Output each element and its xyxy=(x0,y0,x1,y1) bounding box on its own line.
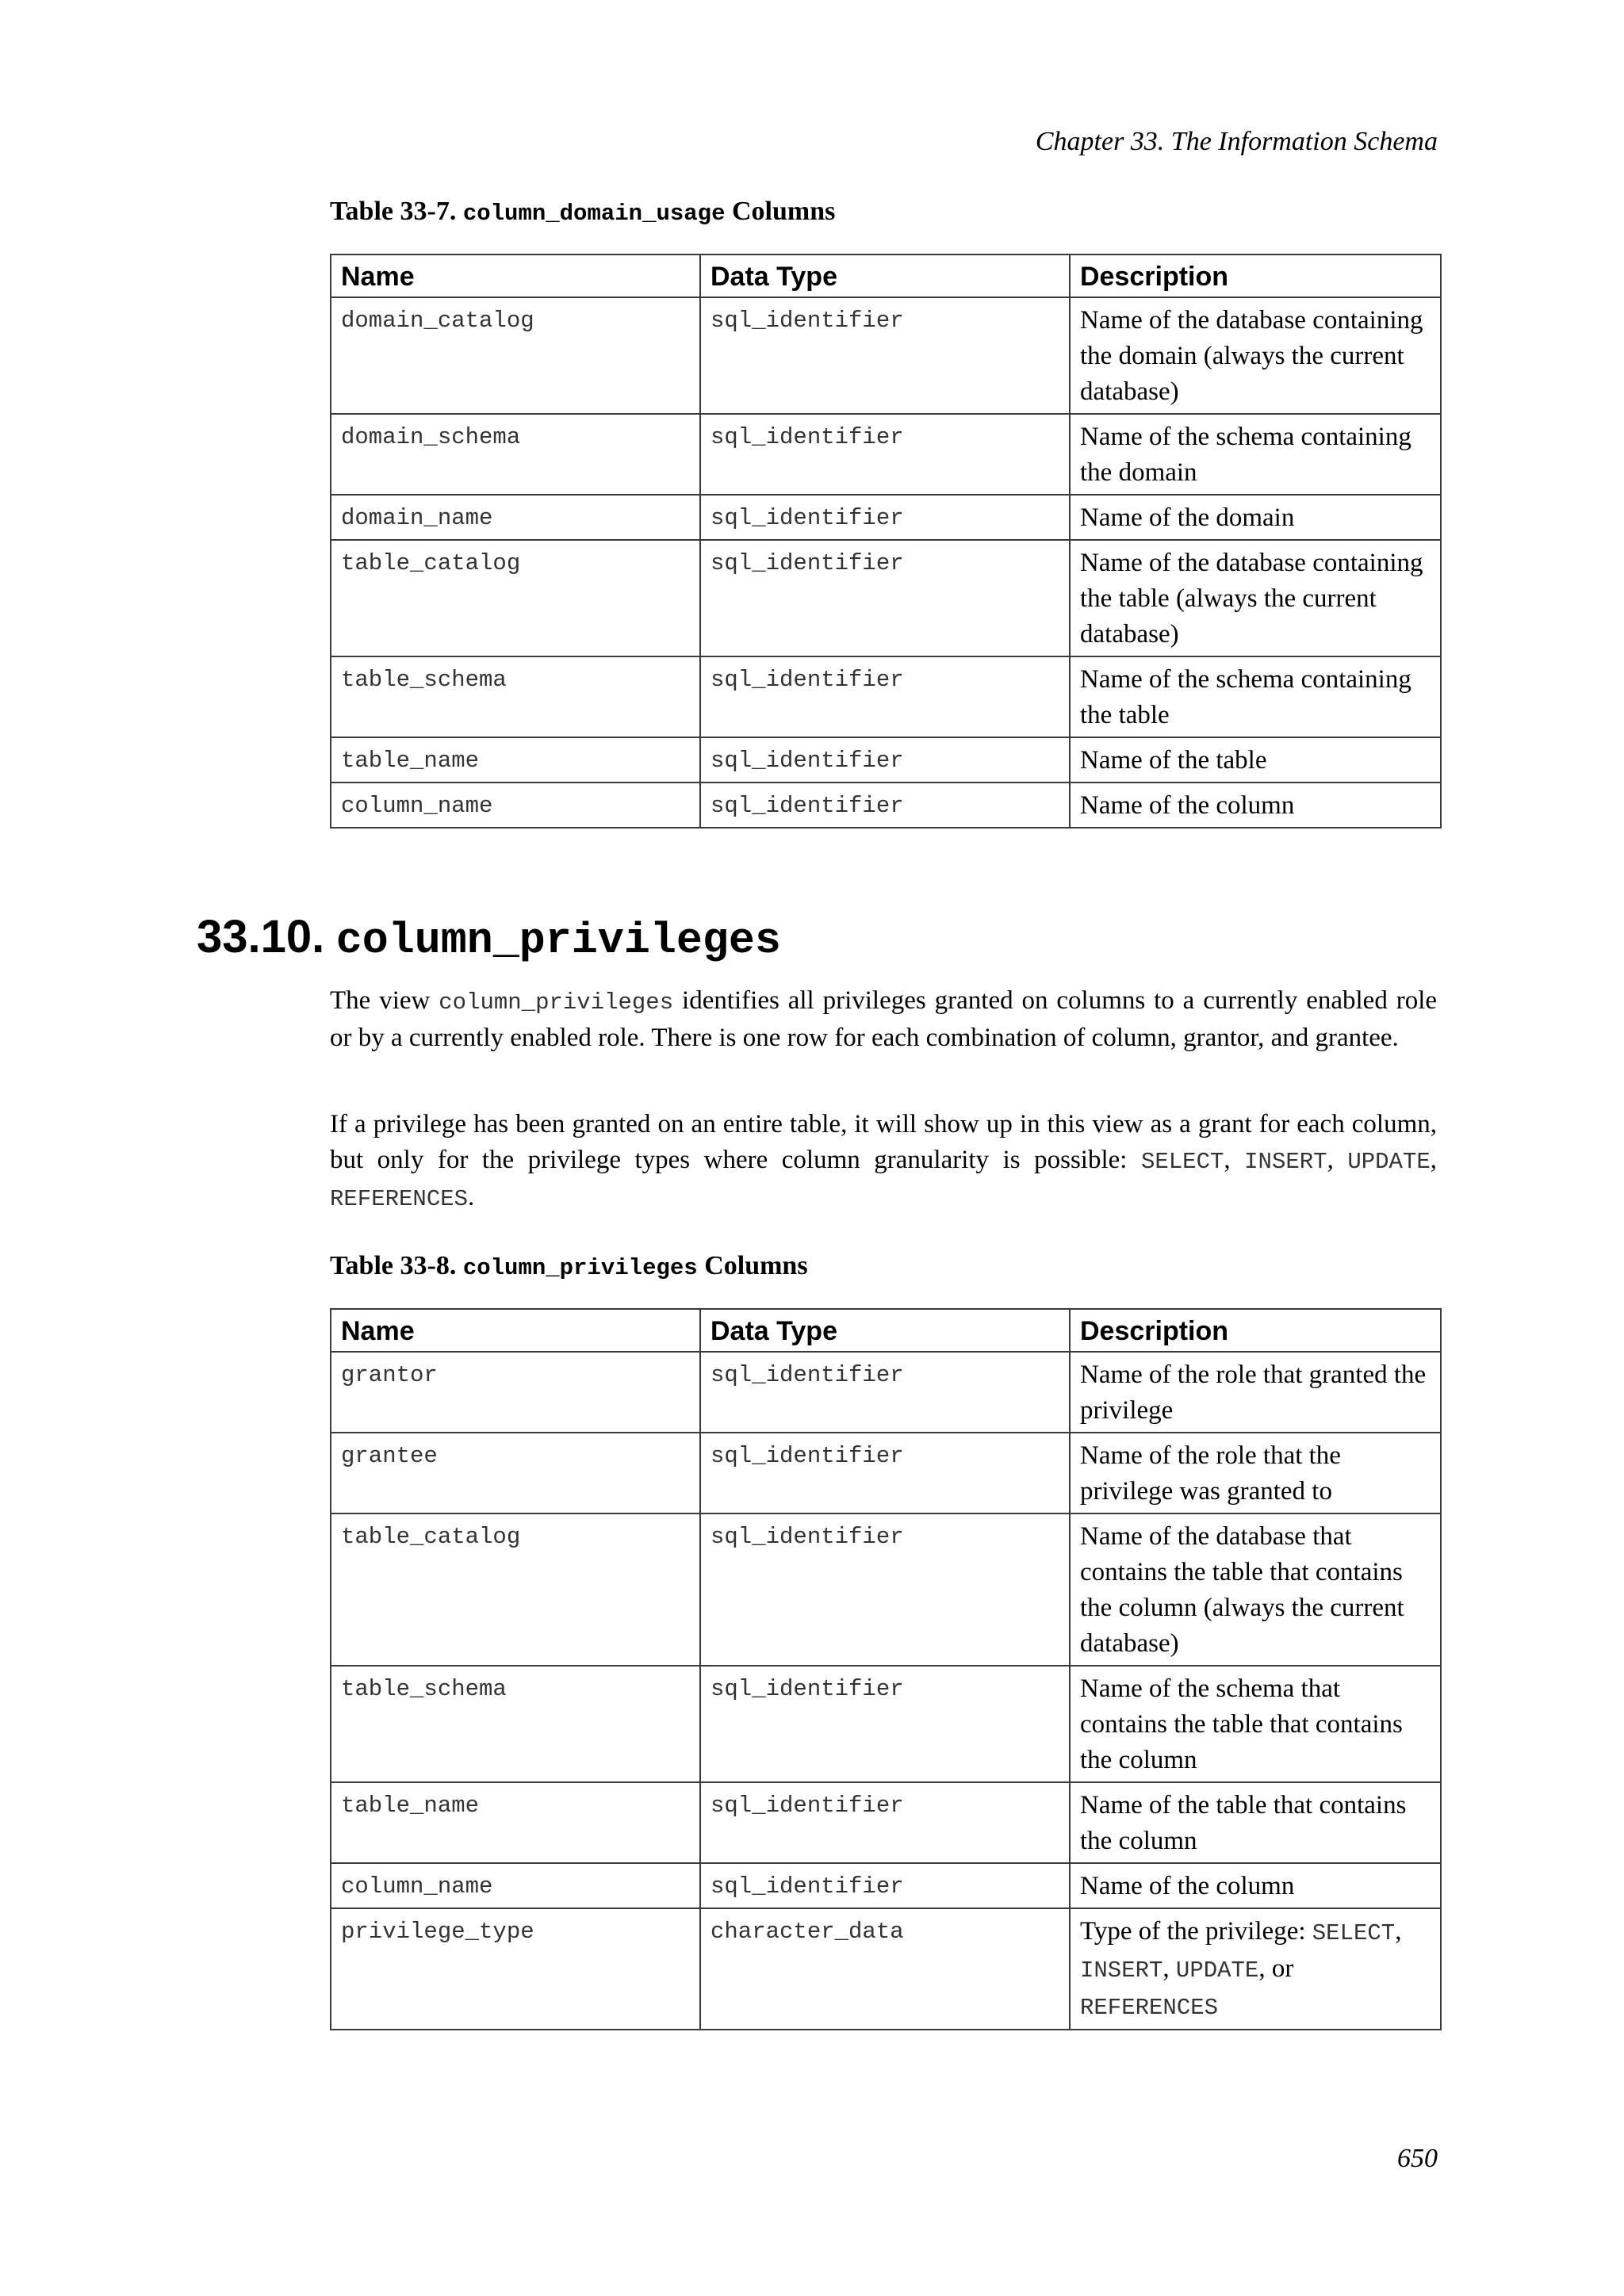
page-number: 650 xyxy=(1397,2144,1438,2173)
separator: , xyxy=(1395,1917,1402,1946)
inline-code: REFERENCES xyxy=(330,1186,469,1212)
column-header-data-type: Data Type xyxy=(700,1309,1070,1352)
table-row xyxy=(331,1782,1441,1863)
cell-description: Name of the role that granted the privilege xyxy=(1070,1352,1441,1433)
cell-name: column_name xyxy=(331,783,700,828)
cell-type: sql_identifier xyxy=(700,656,1070,737)
cell-description: Name of the schema that contains the table that contains the column xyxy=(1070,1666,1441,1782)
inline-code: INSERT xyxy=(1244,1149,1327,1175)
cell-name: table_name xyxy=(331,737,700,783)
running-header: Chapter 33. The Information Schema xyxy=(1035,127,1438,156)
column-privileges-table xyxy=(330,1308,1442,2030)
para-text: The view xyxy=(330,986,431,1015)
table-row xyxy=(331,540,1441,656)
table-row xyxy=(331,297,1441,414)
caption-suffix: Columns xyxy=(731,197,836,226)
table-row xyxy=(331,1908,1441,2030)
section-title: column_privileges xyxy=(335,916,781,966)
cell-name: domain_name xyxy=(331,495,700,540)
cell-name: table_catalog xyxy=(331,1513,700,1666)
inline-code: column_privileges xyxy=(439,989,674,1016)
table-row xyxy=(331,1666,1441,1782)
cell-name: grantor xyxy=(331,1352,700,1433)
table-row xyxy=(331,1433,1441,1513)
cell-type: sql_identifier xyxy=(700,1782,1070,1863)
cell-name: table_schema xyxy=(331,656,700,737)
cell-type: sql_identifier xyxy=(700,495,1070,540)
table-caption xyxy=(330,1251,808,1281)
cell-description: Name of the database containing the table (always the current database) xyxy=(1070,540,1441,656)
table-row xyxy=(331,1863,1441,1908)
cell-type: sql_identifier xyxy=(700,783,1070,828)
cell-type: sql_identifier xyxy=(700,1433,1070,1513)
cell-type: sql_identifier xyxy=(700,1513,1070,1666)
table-row xyxy=(331,1513,1441,1666)
cell-description: Name of the column xyxy=(1070,1863,1441,1908)
para-text: If a privilege has been granted on an entire table, it will show up in this view as a grant for each column, but only for the privilege types where column granularity is possible: xyxy=(330,1110,1437,1174)
section-number: 33.10. xyxy=(197,911,325,962)
separator: , xyxy=(1327,1146,1334,1174)
cell-description: Name of the table xyxy=(1070,737,1441,783)
table-header-row xyxy=(331,254,1441,297)
cell-description: Name of the role that the privilege was granted to xyxy=(1070,1433,1441,1513)
cell-type: sql_identifier xyxy=(700,1863,1070,1908)
separator: , xyxy=(1224,1146,1231,1174)
table-caption xyxy=(330,197,835,227)
column-header-name: Name xyxy=(331,254,700,297)
para-text: identifies all privileges granted on columns to a currently enabled role or by a currently enabled role. There is one row for each combination of column, grantor, and grantee. xyxy=(330,986,1438,1052)
inline-code: UPDATE xyxy=(1347,1149,1431,1175)
cell-name: table_schema xyxy=(331,1666,700,1782)
separator: , xyxy=(1162,1954,1170,1983)
cell-description: Name of the table that contains the column xyxy=(1070,1782,1441,1863)
cell-description: Name of the schema containing the table xyxy=(1070,656,1441,737)
cell-description: Name of the database that contains the table that contains the column (always the current database) xyxy=(1070,1513,1441,1666)
caption-suffix: Columns xyxy=(704,1251,808,1280)
cell-type: sql_identifier xyxy=(700,540,1070,656)
table-row xyxy=(331,414,1441,495)
cell-description xyxy=(1070,1908,1441,2030)
cell-name: column_name xyxy=(331,1863,700,1908)
table-row xyxy=(331,656,1441,737)
cell-name: domain_schema xyxy=(331,414,700,495)
cell-description: Name of the domain xyxy=(1070,495,1441,540)
column-header-description: Description xyxy=(1070,1309,1441,1352)
column-header-data-type: Data Type xyxy=(700,254,1070,297)
inline-code: SELECT xyxy=(1312,1920,1396,1946)
section-paragraph-1 xyxy=(330,983,1437,1056)
column-domain-usage-table xyxy=(330,254,1442,828)
column-header-description: Description xyxy=(1070,254,1441,297)
separator: , or xyxy=(1258,1954,1294,1983)
table-header-row xyxy=(331,1309,1441,1352)
cell-description: Name of the database containing the domain (always the current database) xyxy=(1070,297,1441,414)
section-paragraph-2 xyxy=(330,1107,1437,1217)
cell-type: sql_identifier xyxy=(700,1352,1070,1433)
cell-type: sql_identifier xyxy=(700,297,1070,414)
cell-description: Name of the schema containing the domain xyxy=(1070,414,1441,495)
cell-description: Name of the column xyxy=(1070,783,1441,828)
inline-code: INSERT xyxy=(1080,1957,1163,1984)
table-row xyxy=(331,1352,1441,1433)
cell-name: table_catalog xyxy=(331,540,700,656)
inline-code: UPDATE xyxy=(1175,1957,1259,1984)
cell-type: sql_identifier xyxy=(700,414,1070,495)
separator: . xyxy=(468,1183,475,1211)
cell-type: sql_identifier xyxy=(700,1666,1070,1782)
caption-code: column_domain_usage xyxy=(462,201,726,227)
cell-type: character_data xyxy=(700,1908,1070,2030)
inline-code: SELECT xyxy=(1140,1149,1224,1175)
table-row xyxy=(331,495,1441,540)
caption-prefix: Table 33-8. xyxy=(330,1251,457,1280)
cell-name: domain_catalog xyxy=(331,297,700,414)
caption-code: column_privileges xyxy=(462,1255,698,1281)
table-row xyxy=(331,737,1441,783)
caption-prefix: Table 33-7. xyxy=(330,197,457,226)
cell-name: table_name xyxy=(331,1782,700,1863)
separator: , xyxy=(1430,1146,1437,1174)
cell-name: privilege_type xyxy=(331,1908,700,2030)
table-row xyxy=(331,783,1441,828)
cell-type: sql_identifier xyxy=(700,737,1070,783)
section-heading xyxy=(197,910,781,966)
column-header-name: Name xyxy=(331,1309,700,1352)
cell-name: grantee xyxy=(331,1433,700,1513)
desc-text: Type of the privilege: xyxy=(1080,1917,1306,1946)
inline-code: REFERENCES xyxy=(1080,1995,1219,2021)
